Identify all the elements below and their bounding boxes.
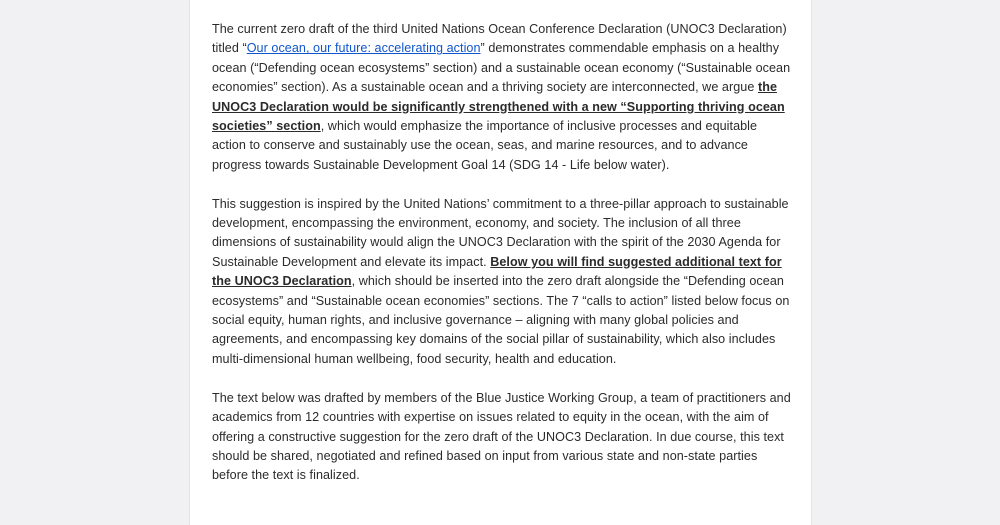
paragraph-suggestion-text-1: This suggestion is inspired by the United Nations’ commitment to a three-pillar approach to sustainable development, encompassing the environment, economy, and society. The inclusion of all three dimensions of sustainability would align the UNOC3 Declaration with the spirit of the 2030 Agenda for Sustainable Development and elevate its impact. (212, 196, 789, 269)
document-body (212, 20, 792, 505)
paragraph-drafting (212, 389, 792, 486)
paragraph-intro-bold: the UNOC3 Declaration would be significantly strengthened with a new “Supporting thriving ocean societies” section (212, 80, 785, 134)
declaration-title-link[interactable]: Our ocean, our future: accelerating action (246, 41, 481, 56)
paragraph-drafting-text-1: The text below was drafted by members of the Blue Justice Working Group, a team of practitioners and academics from 12 countries with expertise on issues related to equity in the ocean, with the aim of offering a constructive suggestion for the zero draft of the UNOC3 Declaration. In due course, this text should be shared, negotiated and refined based on input from various state and non-state parties before the text is finalized. (212, 390, 791, 483)
document-page (190, 0, 811, 525)
paragraph-intro-text-3: , which would emphasize the importance of inclusive processes and equitable action to conserve and sustainably use the ocean, seas, and marine resources, and to advance progress towards Sustainable Development Goal 14 (SDG 14 - Life below water). (212, 119, 758, 172)
paragraph-intro-text-1: The current zero draft of the third United Nations Ocean Conference Declaration (UNOC3 Declaration) titled “ (212, 22, 787, 56)
paragraph-intro (212, 20, 792, 175)
paragraph-intro-text-2: ” demonstrates commendable emphasis on a healthy ocean (“Defending ocean ecosystems” section) and a sustainable ocean economy (“Sustainable ocean economies” section). As a sustainable ocean and a thriving society are interconnected, we argue (212, 41, 791, 95)
paragraph-suggestion (212, 195, 792, 370)
paragraph-suggestion-bold: Below you will find suggested additional text for the UNOC3 Declaration (212, 254, 782, 289)
paragraph-suggestion-text-2: , which should be inserted into the zero draft alongside the “Defending ocean ecosystems” and “Sustainable ocean economies” sections. The 7 “calls to action” listed below focus on social equity, human rights, and inclusive governance – aligning with many global policies and agreements, and encompassing key domains of the social pillar of sustainability, which also includes multi-dimensional human wellbeing, food security, health and education. (212, 274, 790, 366)
